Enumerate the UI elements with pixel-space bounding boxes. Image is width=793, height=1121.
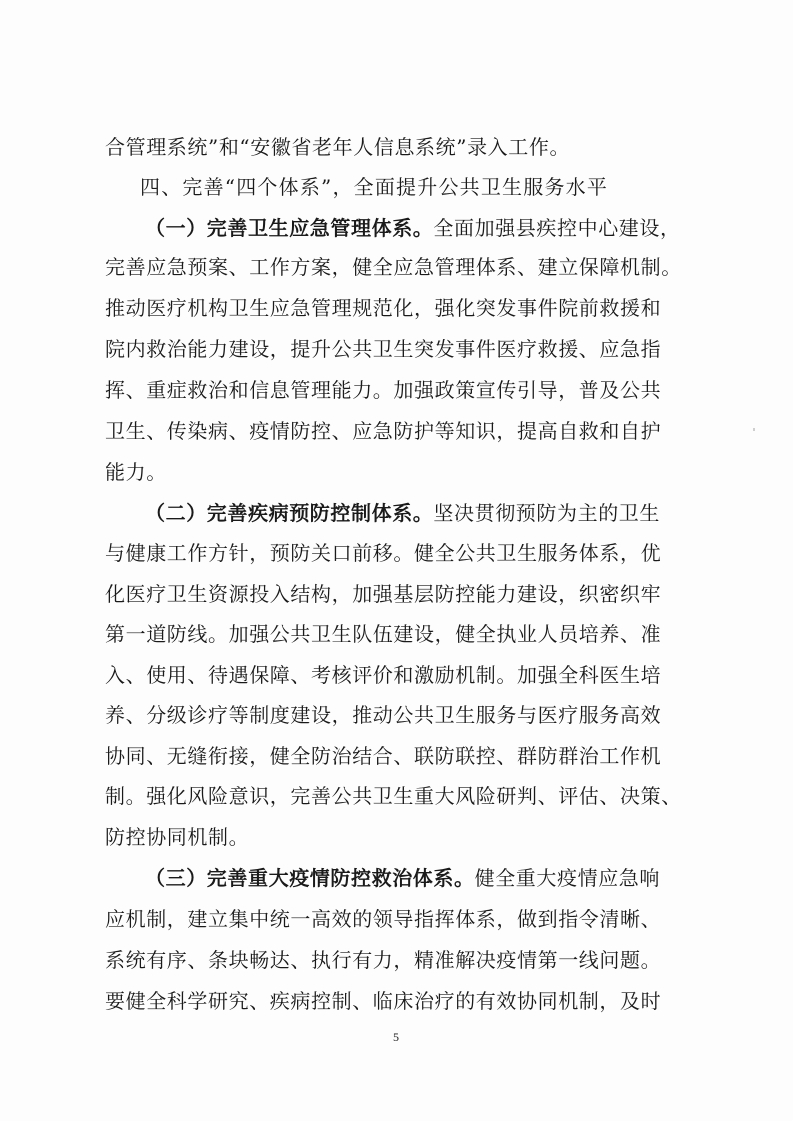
subsection-title-3: （三）完善重大疫情防控救治体系。 (145, 866, 475, 890)
text-line: 挥、重症救治和信息管理能力。加强政策宣传引导，普及公共 (105, 378, 662, 402)
paragraph-2-first-line (145, 493, 695, 533)
text-line: 制。强化风险意识，完善公共卫生重大风险研判、评估、决策、 (105, 784, 682, 808)
text-line: 应机制，建立集中统一高效的领导指挥体系，做到指令清晰、 (105, 907, 662, 931)
paragraph-3-first-line (145, 858, 695, 898)
text-line: 与健康工作方针，预防关口前移。健全公共卫生服务体系，优 (105, 541, 662, 565)
text-span: 健全重大疫情应急响 (474, 866, 661, 890)
page-number: 5 (393, 1030, 399, 1044)
text-line: 系统有序、条块畅达、执行有力，精准解决疫情第一线问题。 (105, 948, 662, 972)
text-line: 完善应急预案、工作方案，健全应急管理体系、建立保障机制。 (105, 255, 682, 279)
text-line: 卫生、传染病、疫情防控、应急防护等知识，提高自救和自护 (105, 419, 662, 443)
text-span: 坚决贯彻预防为主的卫生 (433, 501, 661, 525)
text-line: 推动医疗机构卫生应急管理规范化，强化突发事件院前救援和 (105, 296, 662, 320)
text-line: 院内救治能力建设，提升公共卫生突发事件医疗救援、应急指 (105, 337, 662, 361)
text-line: 入、使用、待遇保障、考核评价和激励机制。加强全科医生培 (105, 663, 662, 687)
subsection-title-2: （二）完善疾病预防控制体系。 (145, 501, 434, 525)
text-line: 养、分级诊疗等制度建设，推动公共卫生服务与医疗服务高效 (105, 703, 662, 727)
text-span: 全面加强县疾控中心建设， (433, 216, 681, 240)
text-line: 能力。 (105, 460, 167, 484)
text-line: 合管理系统”和“安徽省老年人信息系统”录入工作。 (105, 135, 571, 159)
subsection-title-1: （一）完善卫生应急管理体系。 (145, 216, 434, 240)
text-line: 防控协同机制。 (105, 825, 250, 849)
scan-speck (753, 428, 755, 431)
text-line: 协同、无缝衔接，健全防治结合、联防联控、群防群治工作机 (105, 744, 662, 768)
text-line: 要健全科学研究、疾病控制、临床治疗的有效协同机制，及时 (105, 989, 662, 1013)
text-line: 第一道防线。加强公共卫生队伍建设，健全执业人员培养、准 (105, 622, 662, 646)
text-line: 化医疗卫生资源投入结构，加强基层防控能力建设，织密织牢 (105, 582, 662, 606)
section-heading: 四、完善“四个体系”，全面提升公共卫生服务水平 (140, 175, 609, 199)
paragraph-1-first-line (145, 208, 695, 248)
